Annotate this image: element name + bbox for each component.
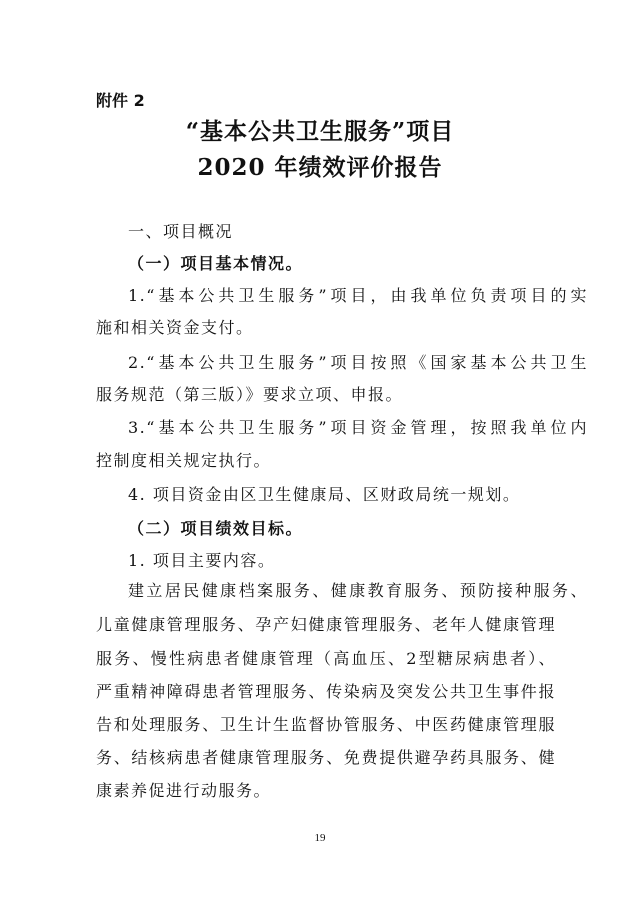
paragraph-line-6: 务、结核病患者健康管理服务、免费提供避孕药具服务、健 xyxy=(96,748,556,767)
paragraph-line-1: 建立居民健康档案服务、健康教育服务、预防接种服务、 xyxy=(128,581,588,600)
basic-info-item-2-line-1: 2.“基本公共卫生服务”项目按照《国家基本公共卫生 xyxy=(128,353,588,372)
basic-info-item-1-line-2: 施和相关资金支付。 xyxy=(96,318,254,337)
section-heading-overview: 一、项目概况 xyxy=(128,222,234,241)
paragraph-line-5: 告和处理服务、卫生计生监督协管服务、中医药健康管理服 xyxy=(96,715,556,734)
paragraph-line-3: 服务、慢性病患者健康管理（高血压、2型糖尿病患者）、 xyxy=(96,649,556,668)
attachment-label: 附件 2 xyxy=(96,91,145,110)
report-title-line-1: “基本公共卫生服务”项目 xyxy=(185,118,455,145)
page-number: 19 xyxy=(314,832,326,844)
paragraph-line-4: 严重精神障碍患者管理服务、传染病及突发公共卫生事件报 xyxy=(96,682,556,701)
paragraph-line-7: 康素养促进行动服务。 xyxy=(96,781,272,800)
basic-info-item-4: 4. 项目资金由区卫生健康局、区财政局统一规划。 xyxy=(128,485,521,504)
report-title-line-2: 2020 年绩效评价报告 xyxy=(197,154,443,181)
basic-info-item-2-line-2: 服务规范（第三版）》要求立项、申报。 xyxy=(96,385,404,404)
paragraph-line-2: 儿童健康管理服务、孕产妇健康管理服务、老年人健康管理 xyxy=(96,615,556,634)
subsection-heading-performance-goals: （二）项目绩效目标。 xyxy=(128,519,304,538)
goals-item-1: 1. 项目主要内容。 xyxy=(128,551,276,570)
basic-info-item-3-line-2: 控制度相关规定执行。 xyxy=(96,451,272,470)
basic-info-item-3-line-1: 3.“基本公共卫生服务”项目资金管理，按照我单位内 xyxy=(128,418,588,437)
subsection-heading-basic-info: （一）项目基本情况。 xyxy=(128,254,304,273)
basic-info-item-1-line-1: 1.“基本公共卫生服务”项目，由我单位负责项目的实 xyxy=(128,286,588,305)
